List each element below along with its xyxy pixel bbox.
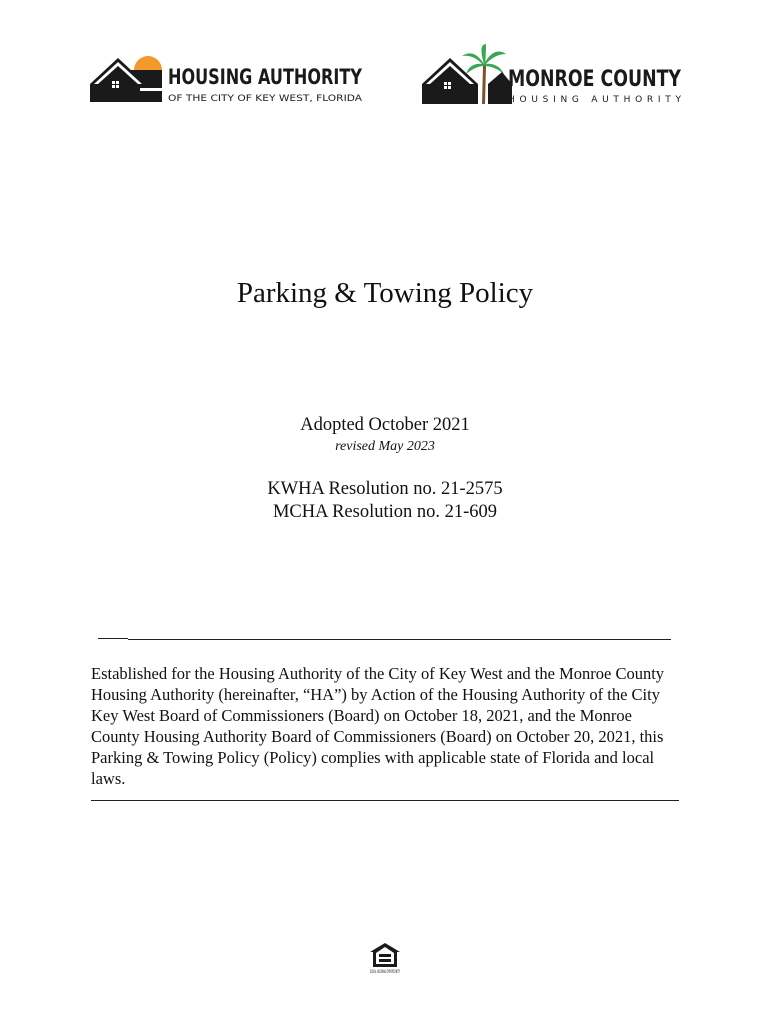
policy-statement: Established for the Housing Authority of the City of Key West and the Monroe County Housing Authority (hereinafter, “HA”) by Action of the Housing Authority of the City Key West Board of Commissioners (Board) on October 18, 2021, and the Monroe County Housing Authority Board of Commissioners (Board) on October 20, 2021, this Parking & Towing Policy (Policy) complies with applicable state of Florida and local laws. — [91, 664, 665, 788]
kwha-logo-mark — [90, 56, 162, 102]
equal-housing-text: EQUAL HOUSING OPPORTUNITY — [370, 969, 401, 974]
equal-housing-icon — [370, 943, 400, 967]
divider-bottom — [91, 800, 679, 801]
revised-date: revised May 2023 — [335, 439, 435, 454]
kwha-logo — [90, 54, 370, 104]
mcha-logo-subtitle: HOUSING AUTHORITY — [508, 95, 681, 105]
divider-short — [98, 638, 128, 639]
mcha-logo — [422, 44, 688, 106]
divider-top — [128, 639, 671, 640]
mcha-resolution: MCHA Resolution no. 21-609 — [272, 502, 498, 522]
kwha-resolution: KWHA Resolution no. 21-2575 — [267, 479, 503, 499]
equal-housing-opportunity-logo — [369, 942, 401, 980]
kwha-logo-subtitle: OF THE CITY OF KEY WEST, FLORIDA — [168, 94, 363, 104]
mcha-logo-title: MONROE COUNTY — [508, 67, 682, 92]
document-title: Parking & Towing Policy — [236, 277, 534, 309]
mcha-logo-mark — [422, 44, 512, 104]
adopted-date: Adopted October 2021 — [300, 415, 470, 435]
kwha-logo-title: HOUSING AUTHORITY — [168, 65, 363, 89]
